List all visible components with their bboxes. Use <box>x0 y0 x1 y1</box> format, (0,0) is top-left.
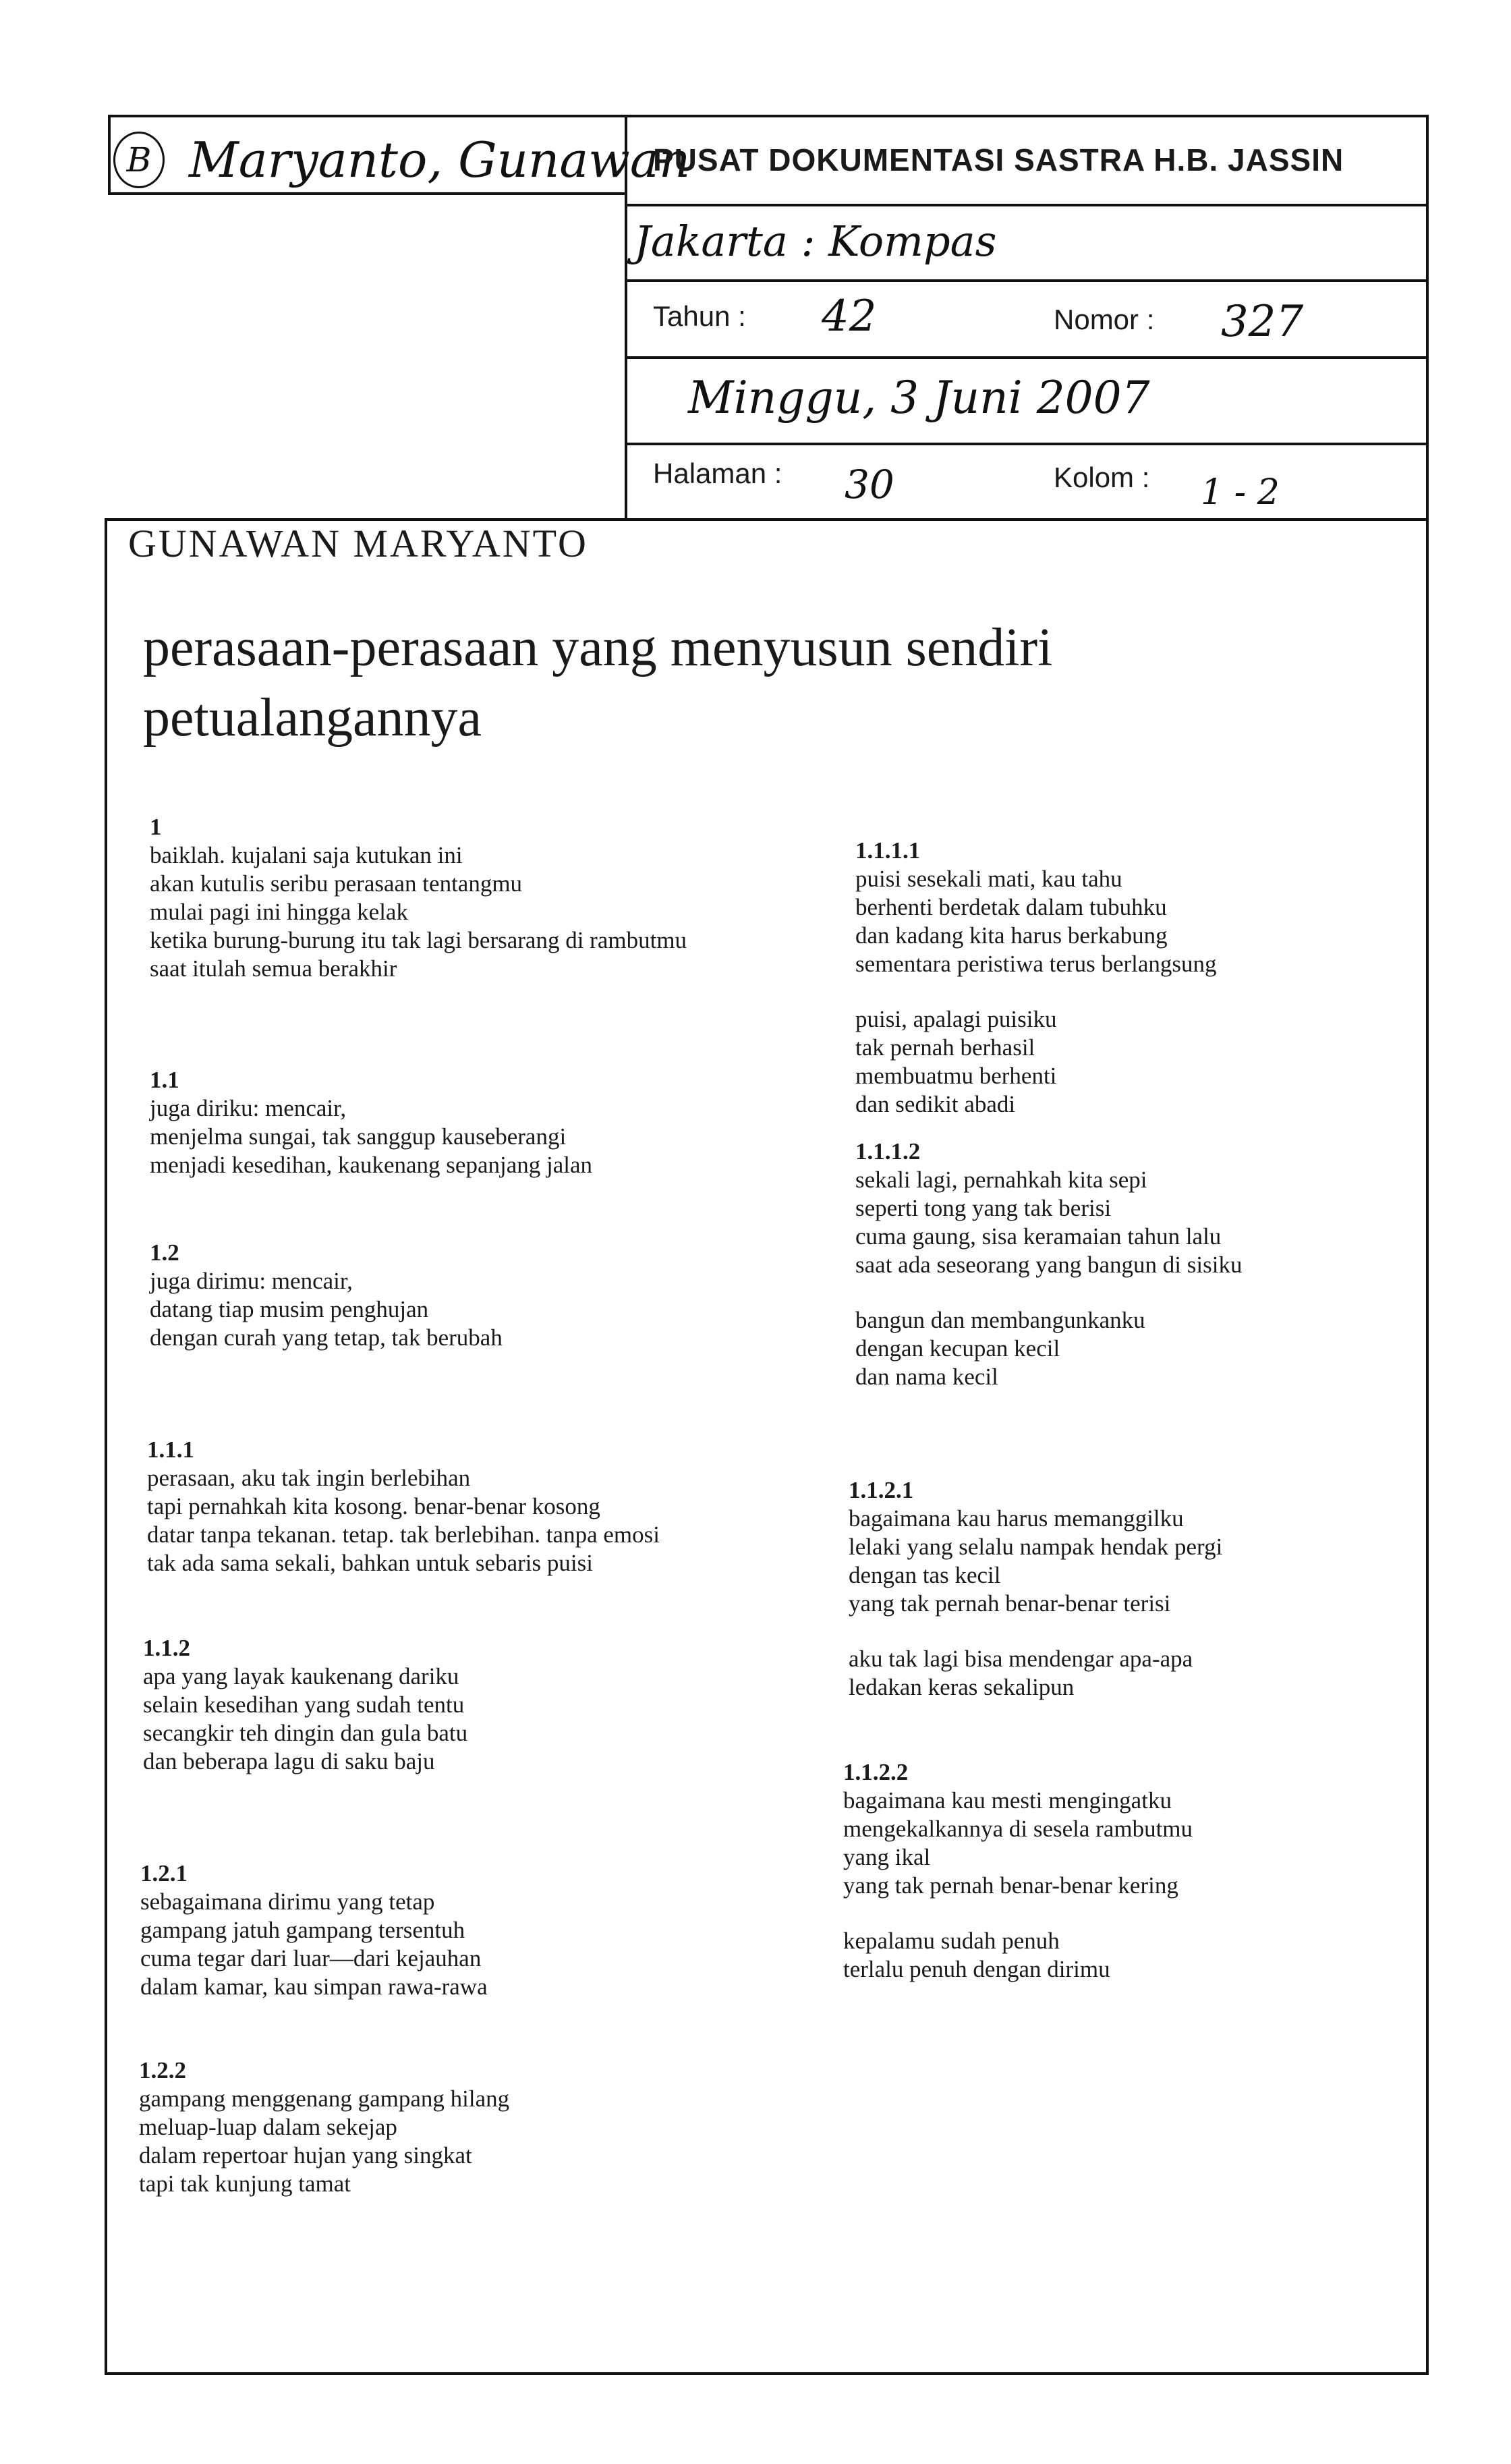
poem-line: dengan tas kecil <box>849 1562 1001 1588</box>
kolom-value: 1 - 2 <box>1201 472 1280 513</box>
poem-line: ketika burung-burung itu tak lagi bersarang di rambutmu <box>150 927 687 953</box>
stanza-number: 1 <box>150 814 162 840</box>
poem-line: puisi sesekali mati, kau tahu <box>855 866 1122 892</box>
poem-line: kepalamu sudah penuh <box>843 1928 1060 1954</box>
poem-line: tak ada sama sekali, bahkan untuk sebaris puisi <box>147 1550 593 1576</box>
stanza-1-1-2-2 <box>843 1758 1193 1984</box>
poem-line: dengan kecupan kecil <box>855 1335 1060 1362</box>
article-border-right <box>1426 518 1429 2375</box>
stanza-1-1 <box>150 1066 592 1179</box>
poem-line: dan nama kecil <box>855 1364 998 1390</box>
poem-line: terlalu penuh dengan dirimu <box>843 1956 1110 1982</box>
poem-line: aku tak lagi bisa mendengar apa-apa <box>849 1646 1193 1672</box>
poem-line: menjelma sungai, tak sanggup kauseberangi <box>150 1123 567 1150</box>
poem-line: perasaan, aku tak ingin berlebihan <box>147 1465 471 1491</box>
title-line-2: petualangannya <box>143 688 482 748</box>
poem-line: dan sedikit abadi <box>855 1091 1016 1117</box>
stanza-1 <box>150 813 687 983</box>
poem-line: yang tak pernah benar-benar kering <box>843 1872 1178 1899</box>
stanza-number: 1.1.2.1 <box>849 1477 914 1503</box>
poem-line: cuma gaung, sisa keramaian tahun lalu <box>855 1223 1222 1250</box>
poem-line: mulai pagi ini hingga kelak <box>150 899 408 925</box>
stanza-number: 1.2.1 <box>140 1860 188 1886</box>
halaman-label: Halaman : <box>653 457 782 489</box>
poem-line: akan kutulis seribu perasaan tentangmu <box>150 870 523 897</box>
stanza-number: 1.1.2.2 <box>843 1759 909 1785</box>
stanza-1-1-2 <box>143 1634 467 1776</box>
stanza-1-2-2 <box>139 2056 509 2198</box>
poem-line: dalam repertoar hujan yang singkat <box>139 2142 472 2168</box>
stanza-number: 1.1 <box>150 1067 179 1093</box>
kolom-label: Kolom : <box>1054 461 1150 493</box>
poem-line: yang tak pernah benar-benar terisi <box>849 1590 1171 1617</box>
poem-line: yang ikal <box>843 1844 931 1870</box>
poem-line: juga diriku: mencair, <box>150 1095 347 1121</box>
halaman-value: 30 <box>845 461 894 507</box>
handwritten-source: Jakarta : Kompas <box>634 217 997 266</box>
poem-line: bagaimana kau harus memanggilku <box>849 1505 1184 1532</box>
institution-name: PUSAT DOKUMENTASI SASTRA H.B. JASSIN <box>653 142 1344 177</box>
poem-line: lelaki yang selalu nampak hendak pergi <box>849 1534 1223 1560</box>
poem-line: sementara peristiwa terus berlangsung <box>855 951 1217 977</box>
poem-line: sekali lagi, pernahkah kita sepi <box>855 1167 1147 1193</box>
poem-line: dengan curah yang tetap, tak berubah <box>150 1324 503 1351</box>
poem-line: saat itulah semua berakhir <box>150 955 397 982</box>
article-title <box>143 613 1052 753</box>
stanza-number: 1.1.1.1 <box>855 837 921 864</box>
nomor-value: 327 <box>1221 297 1304 347</box>
poem-line: meluap-luap dalam sekejap <box>139 2114 397 2140</box>
poem-line: dalam kamar, kau simpan rawa-rawa <box>140 1973 488 2000</box>
poem-line: sebagaimana dirimu yang tetap <box>140 1888 435 1915</box>
poem-line: juga dirimu: mencair, <box>150 1268 353 1294</box>
poem-line: gampang menggenang gampang hilang <box>139 2085 510 2112</box>
poem-line: berhenti berdetak dalam tubuhku <box>855 894 1167 920</box>
stanza-number: 1.2 <box>150 1239 179 1266</box>
stanza-number: 1.2.2 <box>139 2057 186 2083</box>
circled-letter: B <box>113 132 165 188</box>
poem-line: menjadi kesedihan, kaukenang sepanjang jalan <box>150 1152 593 1178</box>
poem-line: seperti tong yang tak berisi <box>855 1195 1112 1221</box>
poem-line: tapi pernahkah kita kosong. benar-benar kosong <box>147 1493 600 1519</box>
poem-line: mengekalkannya di sesela rambutmu <box>843 1816 1193 1842</box>
poem-line: secangkir teh dingin dan gula batu <box>143 1720 468 1746</box>
stanza-1-2 <box>150 1239 503 1352</box>
poem-line: dan beberapa lagu di saku baju <box>143 1748 435 1774</box>
handwritten-author: Maryanto, Gunawan <box>189 132 691 188</box>
poem-line: tapi tak kunjung tamat <box>139 2171 351 2197</box>
stanza-number: 1.1.2 <box>143 1635 190 1661</box>
poem-line: bangun dan membangunkanku <box>855 1307 1145 1333</box>
handwritten-date: Minggu, 3 Juni 2007 <box>688 372 1150 424</box>
nomor-label: Nomor : <box>1054 304 1155 335</box>
poem-line: bagaimana kau mesti mengingatku <box>843 1787 1172 1814</box>
stanza-number: 1.1.1.2 <box>855 1138 921 1165</box>
stanza-1-1-1 <box>147 1436 660 1577</box>
poem-line: tak pernah berhasil <box>855 1034 1035 1061</box>
tahun-value: 42 <box>822 291 877 341</box>
poem-line: selain kesedihan yang sudah tentu <box>143 1691 465 1718</box>
stanza-1-1-2-1 <box>849 1476 1222 1702</box>
stanza-1-1-1-1 <box>855 837 1217 1119</box>
poem-line: dan kadang kita harus berkabung <box>855 922 1168 949</box>
article-border-bottom <box>105 2372 1429 2375</box>
stanza-number: 1.1.1 <box>147 1436 194 1463</box>
poem-line: puisi, apalagi puisiku <box>855 1006 1057 1032</box>
poem-line: saat ada seseorang yang bangun di sisiku <box>855 1252 1243 1278</box>
poem-line: ledakan keras sekalipun <box>849 1674 1075 1700</box>
article-border-left <box>105 518 107 2375</box>
poem-line: gampang jatuh gampang tersentuh <box>140 1917 465 1943</box>
poem-line: datar tanpa tekanan. tetap. tak berlebihan. tanpa emosi <box>147 1521 660 1548</box>
poem-line: apa yang layak kaukenang dariku <box>143 1663 459 1689</box>
stanza-1-2-1 <box>140 1859 488 2001</box>
poem-line: datang tiap musim penghujan <box>150 1296 429 1322</box>
title-line-1: perasaan-perasaan yang menyusun sendiri <box>143 618 1053 677</box>
poem-line: cuma tegar dari luar—dari kejauhan <box>140 1945 482 1971</box>
stanza-1-1-1-2 <box>855 1138 1242 1391</box>
tahun-label: Tahun : <box>653 300 746 332</box>
byline: GUNAWAN MARYANTO <box>128 522 588 565</box>
poem-line: baiklah. kujalani saja kutukan ini <box>150 842 463 868</box>
poem-line: membuatmu berhenti <box>855 1063 1057 1089</box>
